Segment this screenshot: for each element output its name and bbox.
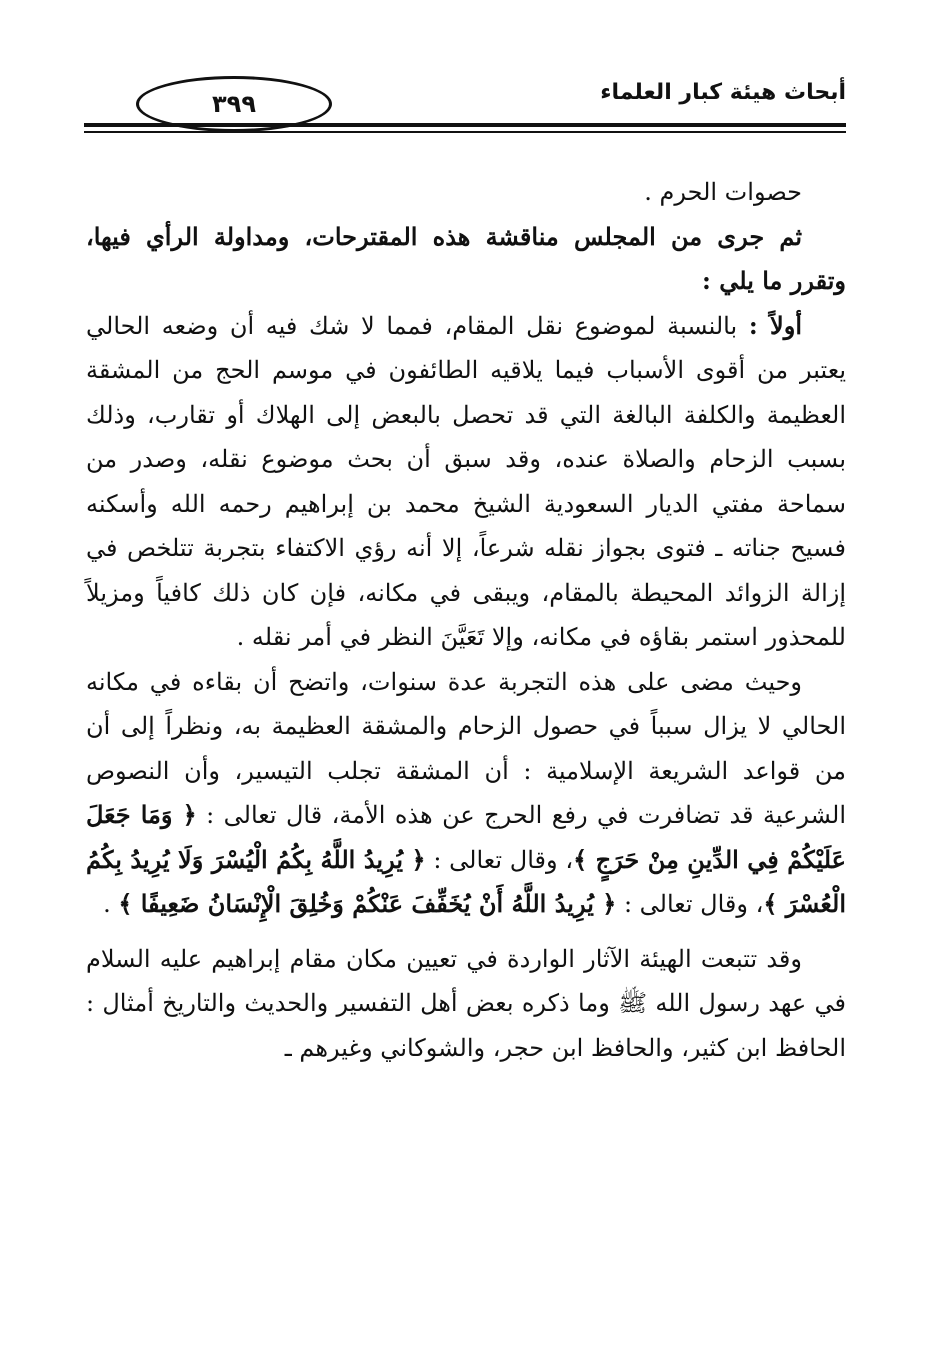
paragraph-1-text: حصوات الحرم .: [644, 178, 802, 206]
paragraph-3-lead: أولاً :: [748, 310, 802, 340]
document-body: [86, 170, 846, 1070]
header-rule-thin: [84, 131, 846, 133]
running-title: أبحاث هيئة كبار العلماء: [600, 80, 846, 105]
paragraph-1: [86, 170, 846, 215]
paragraph-4-text-mid-2: ، وقال تعالى :: [616, 890, 764, 918]
page-header: [84, 70, 846, 140]
quran-verse-1: ﴿ وَمَا جَعَلَ عَلَيْكُمْ فِي الدِّينِ مِنْ حَرَجٍ ﴾: [86, 800, 846, 874]
paragraph-4-text-before: وحيث مضى على هذه التجربة عدة سنوات، واتضح أن بقاءه في مكانه الحالي لا يزال سبباً في حصول الزحام والمشقة العظيمة به، ونظراً إلى أن من قواعد الشريعة الإسلامية : أن المشقة تجلب التيسير، وأن النصوص الشرعية قد تضافرت في رفع الحرج عن هذه الأمة، قال تعالى :: [86, 667, 847, 829]
paragraph-4-text-after: .: [103, 890, 119, 918]
page-number: ٣٩٩: [212, 90, 256, 118]
quran-verse-3: ﴿ يُرِيدُ اللَّهُ أَنْ يُخَفِّفَ عَنْكُمْ وَخُلِقَ الْإِنْسَانُ ضَعِيفًا ﴾: [118, 889, 617, 918]
paragraph-4: [86, 660, 846, 927]
paragraph-3: [86, 304, 846, 660]
paragraph-5-text: وقد تتبعت الهيئة الآثار الواردة في تعيين مكان مقام إبراهيم عليه السلام في عهد رسول الله ﷺ وما ذكره بعض أهل التفسير والحديث والتاريخ أمثال : الحافظ ابن كثير، والحافظ ابن حجر، والشوكاني وغيرهم ـ: [86, 944, 847, 1062]
paragraph-5: [86, 937, 846, 1071]
header-rule-thick: [84, 123, 846, 127]
paragraph-2-text: ثم جرى من المجلس مناقشة هذه المقترحات، ومداولة الرأي فيها، وتقرر ما يلي :: [86, 221, 846, 295]
paragraph-spacer: [86, 927, 846, 937]
paragraph-4-text-mid-1: ، وقال تعالى :: [425, 845, 574, 874]
paragraph-2: [86, 215, 846, 304]
paragraph-3-text: بالنسبة لموضوع نقل المقام، فمما لا شك فيه أن وضعه الحالي يعتبر من أقوى الأسباب فيما يلاقيه الطائفون في موسم الحج من المشقة العظيمة والكلفة البالغة التي قد تحصل بالبعض إلى الهلاك أو تقارب، وذلك بسبب الزحام والصلاة عنده، وقد سبق أن بحث موضوع نقله، وصدر من سماحة مفتي الديار السعودية الشيخ محمد بن إبراهيم رحمه الله وأسكنه فسيح جناته ـ فتوى بجواز نقله شرعاً، إلا أنه رؤي الاكتفاء بتجربة تتلخص في إزالة الزوائد المحيطة بالمقام، ويبقى في مكانه، فإن كان ذلك كافياً ومزيلاً للمحذور استمر بقاؤه في مكانه، وإلا تَعَيَّنَ النظر في أمر نقله .: [86, 311, 846, 651]
quran-verse-2: ﴿ يُرِيدُ اللَّهُ بِكُمُ الْيُسْرَ وَلَا يُرِيدُ بِكُمُ الْعُسْرَ ﴾: [86, 844, 846, 918]
